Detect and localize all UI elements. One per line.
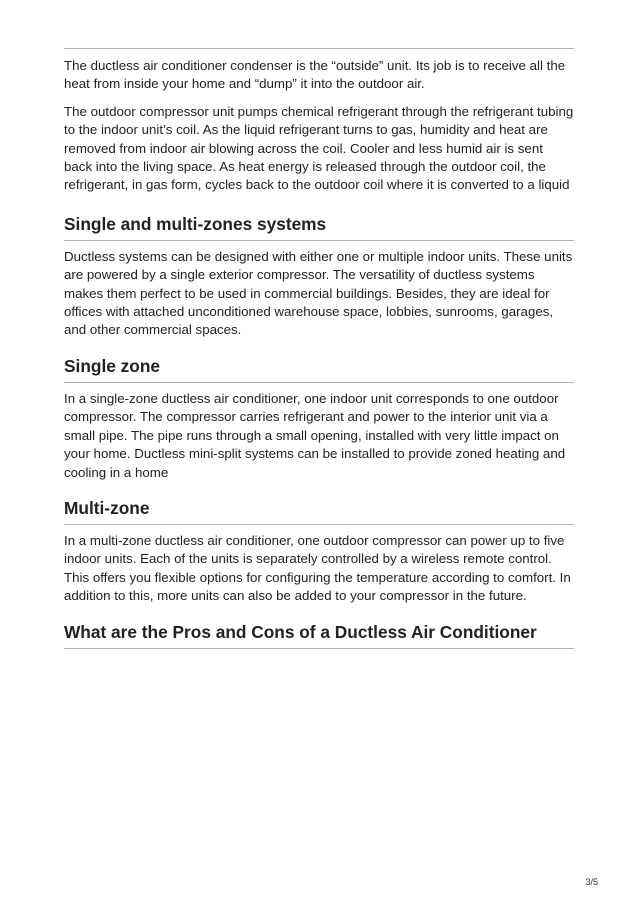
divider — [64, 382, 574, 383]
divider — [64, 648, 574, 649]
section-body-multi-zone: In a multi-zone ductless air conditioner, one outdoor compressor can power up to five indoor units. Each of the units is separately controlled by a wireless remote control. This offers you flexible options for configuring the temperature according to comfort. In addition to this, more units can also be added to your compressor in the future. — [64, 532, 571, 604]
page-number: 3/5 — [585, 877, 598, 887]
section-body-single-zone: In a single-zone ductless air conditioner, one indoor unit corresponds to one outdoor compressor. The compressor carries refrigerant and power to the interior unit via a small pipe. The pipe runs through a small opening, installed with very little impact on your home. Ductless mini-split systems can be installed to provide zoned heating and cooling in a home — [64, 390, 566, 480]
section-heading-pros-cons: What are the Pros and Cons of a Ductless Air Conditioner — [64, 621, 537, 642]
section-body-zones: Ductless systems can be designed with either one or multiple indoor units. These units are powered by a single exterior compressor. The versatility of ductless systems makes them perfect to be used in commercial buildings. Besides, they are ideal for offices with attached unconditioned warehouse space, lobbies, sunrooms, garages, and other commercial spaces. — [64, 248, 573, 338]
divider — [64, 524, 574, 525]
section-heading-single-zone: Single zone — [64, 355, 161, 376]
section-heading-multi-zone: Multi-zone — [64, 497, 150, 518]
document-page — [64, 0, 574, 649]
section-heading-zones: Single and multi-zones systems — [64, 213, 327, 234]
divider — [64, 48, 574, 49]
compressor-paragraph: The outdoor compressor unit pumps chemical refrigerant through the refrigerant tubing to the indoor unit’s coil. As the liquid refrigerant turns to gas, humidity and heat are removed from indoor air blowing across the coil. Cooler and less humid air is sent back into the living space. As heat energy is released through the outdoor coil, the refrigerant, in gas form, cycles back to the outdoor coil where it is converted to a liquid — [64, 103, 574, 193]
intro-paragraph: The ductless air conditioner condenser is the “outside” unit. Its job is to receive all the heat from inside your home and “dump” it into the outdoor air. — [64, 58, 566, 92]
divider — [64, 240, 574, 241]
